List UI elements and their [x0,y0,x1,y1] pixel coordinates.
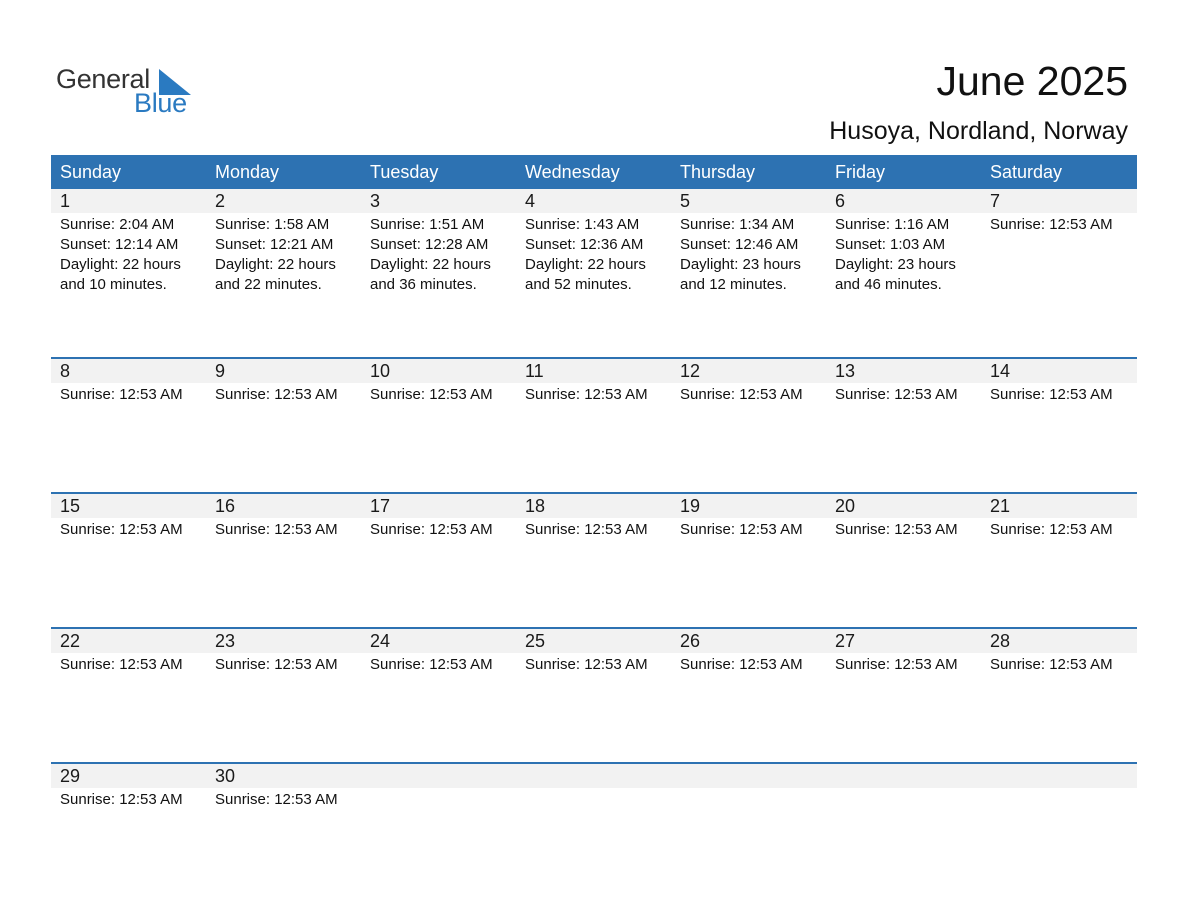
day-info-line: Sunrise: 12:53 AM [215,656,338,673]
day-cell [826,494,981,540]
day-info-line: Sunrise: 12:53 AM [990,386,1113,403]
day-info-line: and 10 minutes. [60,276,167,293]
day-info-line: Sunset: 12:28 AM [370,236,489,253]
day-number: 9 [206,359,361,383]
day-cell [51,189,206,295]
day-cell [671,629,826,675]
day-cell [826,189,981,295]
day-number: 27 [826,629,981,653]
day-cell [981,764,1137,810]
day-info-line: Daylight: 22 hours [370,256,491,273]
day-cell [671,189,826,295]
day-info [671,518,826,540]
logo-word-general: General [56,64,150,94]
day-info-line: Sunrise: 12:53 AM [215,386,338,403]
day-number [981,764,1137,788]
day-info [361,518,516,540]
day-cell [51,629,206,675]
week-row [51,189,1137,357]
day-cell [361,764,516,810]
day-number: 1 [51,189,206,213]
day-number: 5 [671,189,826,213]
weekday-header-thursday: Thursday [680,162,756,182]
day-info [981,213,1137,235]
day-cell [981,629,1137,675]
day-info [206,383,361,405]
day-info-line: Sunset: 12:46 AM [680,236,799,253]
day-cell [826,764,981,810]
day-number: 15 [51,494,206,518]
day-info [516,518,671,540]
day-info-line: Daylight: 22 hours [525,256,646,273]
day-number: 8 [51,359,206,383]
day-info [826,518,981,540]
day-number: 25 [516,629,671,653]
weekday-header-row [51,155,1137,189]
day-info [516,383,671,405]
day-info-line: Sunrise: 12:53 AM [60,656,183,673]
day-number: 29 [51,764,206,788]
day-cell [981,189,1137,295]
page-title: June 2025 [936,58,1128,104]
day-info-line: Sunrise: 12:53 AM [525,386,648,403]
day-info-line: Sunrise: 12:53 AM [835,386,958,403]
day-info-line: and 52 minutes. [525,276,632,293]
calendar [51,155,1137,897]
day-info-line: Daylight: 22 hours [60,256,181,273]
day-info [516,213,671,295]
day-info-line: Sunset: 12:36 AM [525,236,644,253]
day-info [671,653,826,675]
day-info-line: Sunrise: 12:53 AM [370,521,493,538]
week-row [51,762,1137,897]
weekday-header-sunday: Sunday [60,162,122,182]
day-number: 26 [671,629,826,653]
day-info [51,383,206,405]
day-info-line: Sunrise: 12:53 AM [370,386,493,403]
weekday-header-friday: Friday [835,162,886,182]
day-number: 6 [826,189,981,213]
day-info [826,213,981,295]
day-info [361,383,516,405]
day-cell [671,359,826,405]
day-info-line: and 46 minutes. [835,276,942,293]
day-cell [516,189,671,295]
day-cell [516,629,671,675]
logo [56,64,196,120]
day-info-line: Sunset: 12:14 AM [60,236,179,253]
day-info [361,788,516,790]
weekday-header-saturday: Saturday [990,162,1063,182]
day-number: 23 [206,629,361,653]
day-cell [206,494,361,540]
day-info [206,518,361,540]
day-info [671,383,826,405]
day-info-line: Sunrise: 12:53 AM [680,656,803,673]
day-info-line: Sunrise: 12:53 AM [215,791,338,808]
week-row [51,492,1137,627]
day-info-line: Sunrise: 12:53 AM [60,521,183,538]
day-info-line: Sunrise: 12:53 AM [60,791,183,808]
day-info [981,788,1137,790]
day-info [51,653,206,675]
day-number: 17 [361,494,516,518]
day-info-line: Sunrise: 12:53 AM [370,656,493,673]
day-info-line: Sunrise: 12:53 AM [525,656,648,673]
day-info [361,653,516,675]
day-cell [206,359,361,405]
day-cell [981,359,1137,405]
day-cell [361,359,516,405]
day-info [361,213,516,295]
day-info-line: Sunrise: 12:53 AM [990,521,1113,538]
day-number: 2 [206,189,361,213]
day-info-line: and 12 minutes. [680,276,787,293]
day-info-line: Daylight: 23 hours [835,256,956,273]
day-info [826,383,981,405]
day-number: 22 [51,629,206,653]
day-number: 16 [206,494,361,518]
weekday-header-monday: Monday [215,162,280,182]
day-cell [826,359,981,405]
day-number: 11 [516,359,671,383]
calendar-weeks [51,189,1137,897]
day-info-line: and 22 minutes. [215,276,322,293]
day-number: 18 [516,494,671,518]
day-info [981,383,1137,405]
weekday-header-tuesday: Tuesday [370,162,439,182]
day-cell [51,764,206,810]
day-info-line: Sunrise: 12:53 AM [680,521,803,538]
day-number: 13 [826,359,981,383]
day-info-line: Sunrise: 12:53 AM [525,521,648,538]
day-cell [361,189,516,295]
day-cell [516,359,671,405]
day-info-line: Sunrise: 1:51 AM [370,216,485,233]
day-info-line: Sunrise: 12:53 AM [215,521,338,538]
day-number [826,764,981,788]
day-number [671,764,826,788]
day-number: 20 [826,494,981,518]
day-info-line: Sunrise: 2:04 AM [60,216,175,233]
day-cell [516,494,671,540]
day-number: 10 [361,359,516,383]
day-cell [51,359,206,405]
day-cell [671,494,826,540]
day-info-line: Sunrise: 12:53 AM [60,386,183,403]
day-info-line: Sunrise: 1:16 AM [835,216,950,233]
day-number: 24 [361,629,516,653]
day-cell [361,494,516,540]
day-number: 7 [981,189,1137,213]
day-info [671,788,826,790]
day-info-line: and 36 minutes. [370,276,477,293]
day-number: 19 [671,494,826,518]
day-info-line: Sunrise: 12:53 AM [990,216,1113,233]
day-number: 3 [361,189,516,213]
weekday-header-wednesday: Wednesday [525,162,620,182]
day-info [51,518,206,540]
day-cell [206,189,361,295]
week-row [51,357,1137,492]
day-info [206,213,361,295]
location-subtitle: Husoya, Nordland, Norway [829,117,1128,145]
day-number: 14 [981,359,1137,383]
day-cell [206,629,361,675]
day-number: 30 [206,764,361,788]
day-info [206,653,361,675]
day-info-line: Daylight: 22 hours [215,256,336,273]
day-info [826,788,981,790]
day-info-line: Sunset: 1:03 AM [835,236,946,253]
day-info [981,653,1137,675]
day-info-line: Sunset: 12:21 AM [215,236,334,253]
day-number: 21 [981,494,1137,518]
day-number [361,764,516,788]
day-cell [361,629,516,675]
day-info-line: Sunrise: 12:53 AM [835,656,958,673]
day-info-line: Sunrise: 12:53 AM [990,656,1113,673]
day-cell [206,764,361,810]
day-cell [826,629,981,675]
day-cell [51,494,206,540]
day-number: 28 [981,629,1137,653]
day-info-line: Sunrise: 1:43 AM [525,216,640,233]
day-cell [671,764,826,810]
week-row [51,627,1137,762]
logo-word-blue: Blue [134,88,187,118]
day-info [981,518,1137,540]
day-number: 12 [671,359,826,383]
day-info [516,788,671,790]
day-info-line: Sunrise: 1:58 AM [215,216,330,233]
day-info [51,788,206,810]
day-info [671,213,826,295]
day-info [826,653,981,675]
day-number [516,764,671,788]
day-cell [516,764,671,810]
day-info [206,788,361,810]
day-info [516,653,671,675]
day-info-line: Daylight: 23 hours [680,256,801,273]
day-info [51,213,206,295]
day-number: 4 [516,189,671,213]
day-info-line: Sunrise: 12:53 AM [680,386,803,403]
day-info-line: Sunrise: 1:34 AM [680,216,795,233]
day-info-line: Sunrise: 12:53 AM [835,521,958,538]
day-cell [981,494,1137,540]
